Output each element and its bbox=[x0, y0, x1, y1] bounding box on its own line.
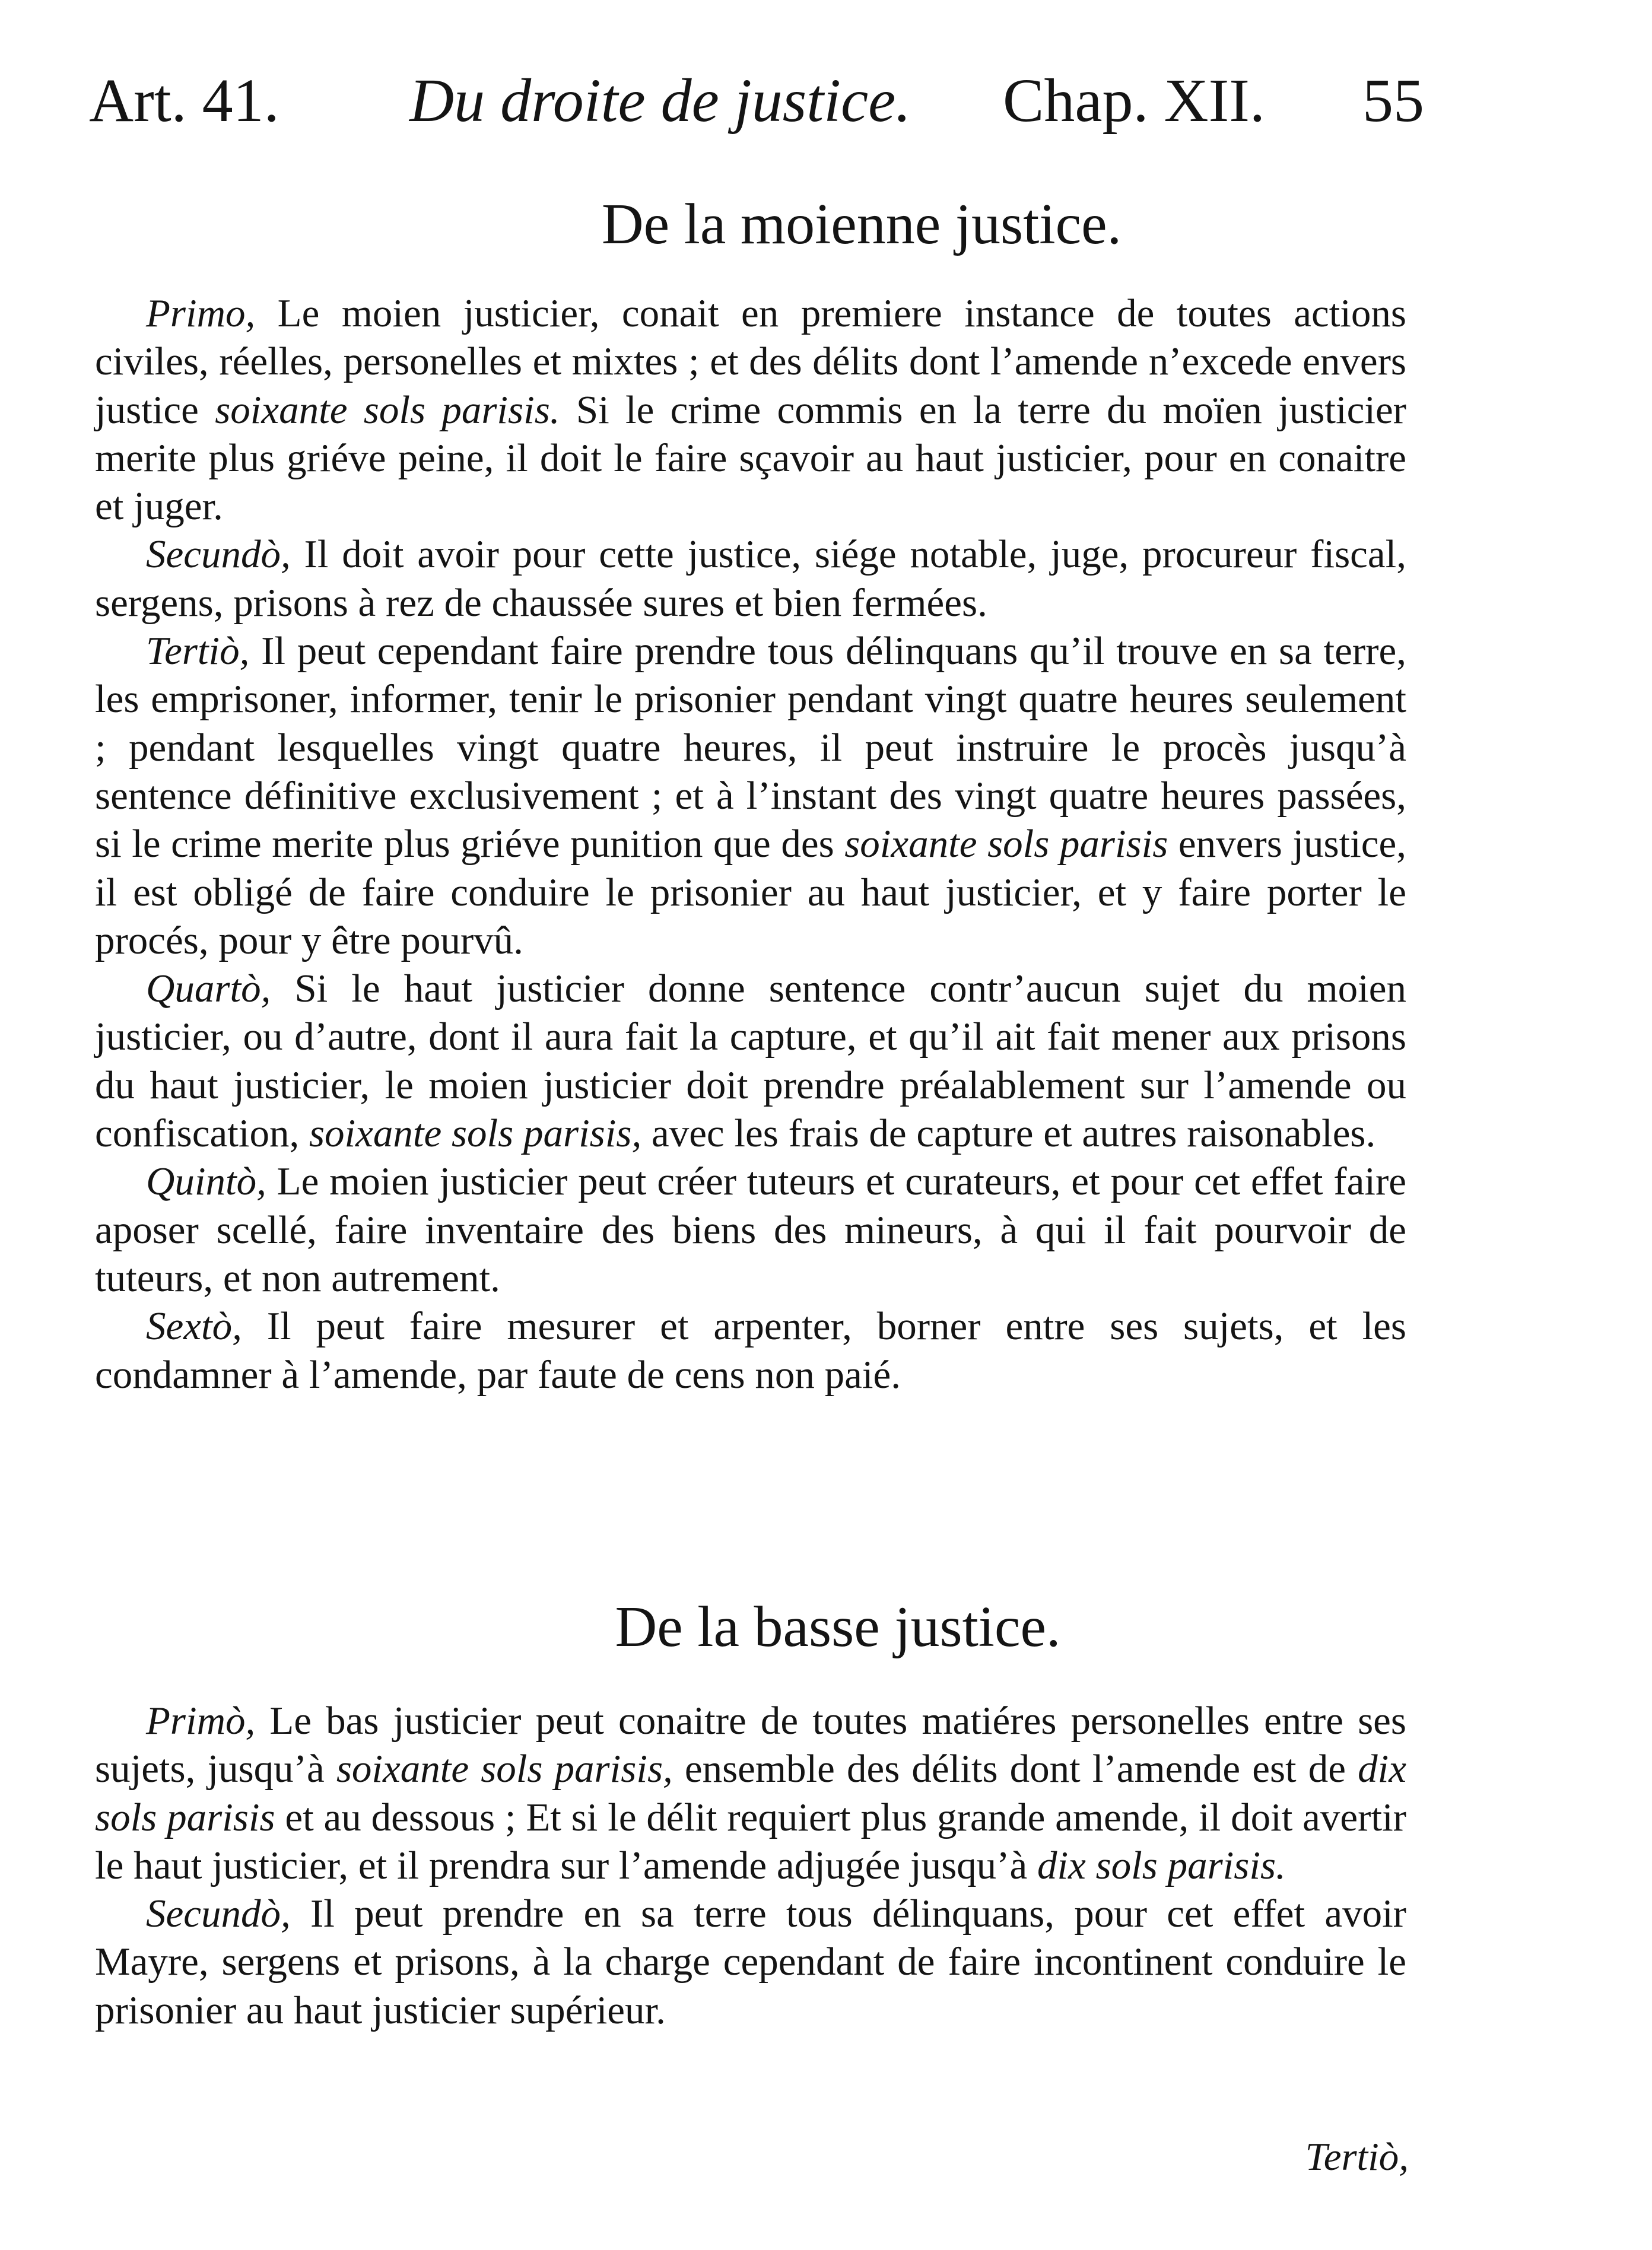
italic-amount: soixante sols parisis, bbox=[309, 1111, 642, 1156]
paragraph-secundo bbox=[95, 530, 1406, 627]
italic-amount: soixante sols parisis bbox=[844, 822, 1168, 866]
section-title-basse-justice: De la basse justice. bbox=[615, 1595, 1061, 1659]
paragraph-text: Il doit avoir pour cette justice, siége notable, juge, procureur fiscal, sergens, prisons à rez de chaussée sures et bien fermées. bbox=[95, 532, 1406, 625]
paragraph-text: Il peut faire mesurer et arpenter, borner entre ses sujets, et les condamner à l’amende, par faute de cens non paié. bbox=[95, 1304, 1406, 1397]
paragraph-secundo bbox=[95, 1890, 1406, 2035]
paragraph-text: Le bas justicier peut conaitre de toutes matiéres personelles entre ses sujets, jusqu’à bbox=[95, 1699, 1406, 1791]
running-head bbox=[89, 59, 1424, 142]
paragraph-lead: Quintò, bbox=[146, 1159, 266, 1204]
paragraph-lead: Quartò, bbox=[146, 967, 271, 1011]
paragraph-lead: Sextò, bbox=[146, 1304, 242, 1349]
paragraph-lead: Secundò, bbox=[146, 532, 291, 577]
paragraph-lead: Primò, bbox=[146, 1699, 256, 1743]
paragraph-text: et au dessous ; Et si le délit requiert plus grande amende, il doit avertir le haut justicier, et il prendra sur l’amende adjugée jusqu’à bbox=[95, 1795, 1406, 1887]
italic-amount: soixante sols parisis. bbox=[215, 387, 560, 432]
paragraph-text: Le moien justicier, conait en premiere instance de toutes actions civiles, réelles, personelles et mixtes ; et des délits dont l’amende n’excede envers justice bbox=[95, 291, 1406, 432]
paragraph-text: Il peut cependant faire prendre tous délinquans qu’il trouve en sa terre, les emprisoner, informer, tenir le prisonier pendant vingt quatre heures seulement ; pendant lesquelles vingt quatre heures, il peut instruire le procès jusqu’à sentence définitive exclusivement ; et à l’instant des vingt quatre heures passées, si le crime merite plus griéve punition que des bbox=[95, 629, 1406, 866]
paragraph-text: Si le crime commis en la terre du moïen justicier merite plus griéve peine, il doit le faire sçavoir au haut justicier, pour en conaitre et juger. bbox=[95, 387, 1406, 529]
paragraph-text: envers justice, il est obligé de faire conduire le prisonier au haut justicier, et y faire porter le procés, pour y être pourvû. bbox=[95, 822, 1406, 962]
article-number: Art. 41. bbox=[89, 66, 279, 135]
catchword: Tertiò, bbox=[1305, 2135, 1409, 2179]
italic-amount: dix sols parisis. bbox=[1037, 1843, 1286, 1887]
paragraph-quarto bbox=[95, 965, 1406, 1158]
paragraph-text: Si le haut justicier donne sentence contr’aucun sujet du moien justicier, ou d’autre, dont il aura fait la capture, et qu’il ait fait mener aux prisons du haut justicier, le moien justicier doit prendre préalablement sur l’amende ou confiscation, bbox=[95, 967, 1406, 1156]
italic-amount: dix sols parisis bbox=[95, 1747, 1406, 1839]
paragraph-sexto bbox=[95, 1302, 1406, 1399]
italic-amount: soixante sols parisis, bbox=[336, 1747, 673, 1791]
running-title: Du droite de justice. bbox=[409, 66, 911, 135]
paragraph-text: Il peut prendre en sa terre tous délinquans, pour cet effet avoir Mayre, sergens et prisons, à la charge cependant de faire incontinent conduire le prisonier au haut justicier supérieur. bbox=[95, 1892, 1406, 2032]
paragraph-text: avec les frais de capture et autres raisonables. bbox=[641, 1111, 1376, 1156]
paragraph-quinto bbox=[95, 1158, 1406, 1302]
paragraph-lead: Secundò, bbox=[146, 1892, 291, 1936]
paragraph-text: Le moien justicier peut créer tuteurs et curateurs, et pour cet effet faire aposer scellé, faire inventaire des biens des mineurs, à qui il fait pourvoir de tuteurs, et non autrement. bbox=[95, 1159, 1406, 1300]
paragraph-primo bbox=[95, 290, 1406, 530]
paragraph-lead: Tertiò, bbox=[146, 629, 250, 673]
page-number: 55 bbox=[1362, 66, 1424, 135]
section-body-moienne-justice bbox=[95, 290, 1406, 1399]
paragraph-lead: Primo, bbox=[146, 291, 256, 335]
chapter-label: Chap. XII. bbox=[1003, 66, 1265, 135]
section-title-moienne-justice: De la moienne justice. bbox=[601, 192, 1122, 256]
section-body-basse-justice bbox=[95, 1697, 1406, 2035]
paragraph-primo bbox=[95, 1697, 1406, 1890]
paragraph-tertio bbox=[95, 627, 1406, 965]
paragraph-text: ensemble des délits dont l’amende est de bbox=[672, 1747, 1358, 1791]
